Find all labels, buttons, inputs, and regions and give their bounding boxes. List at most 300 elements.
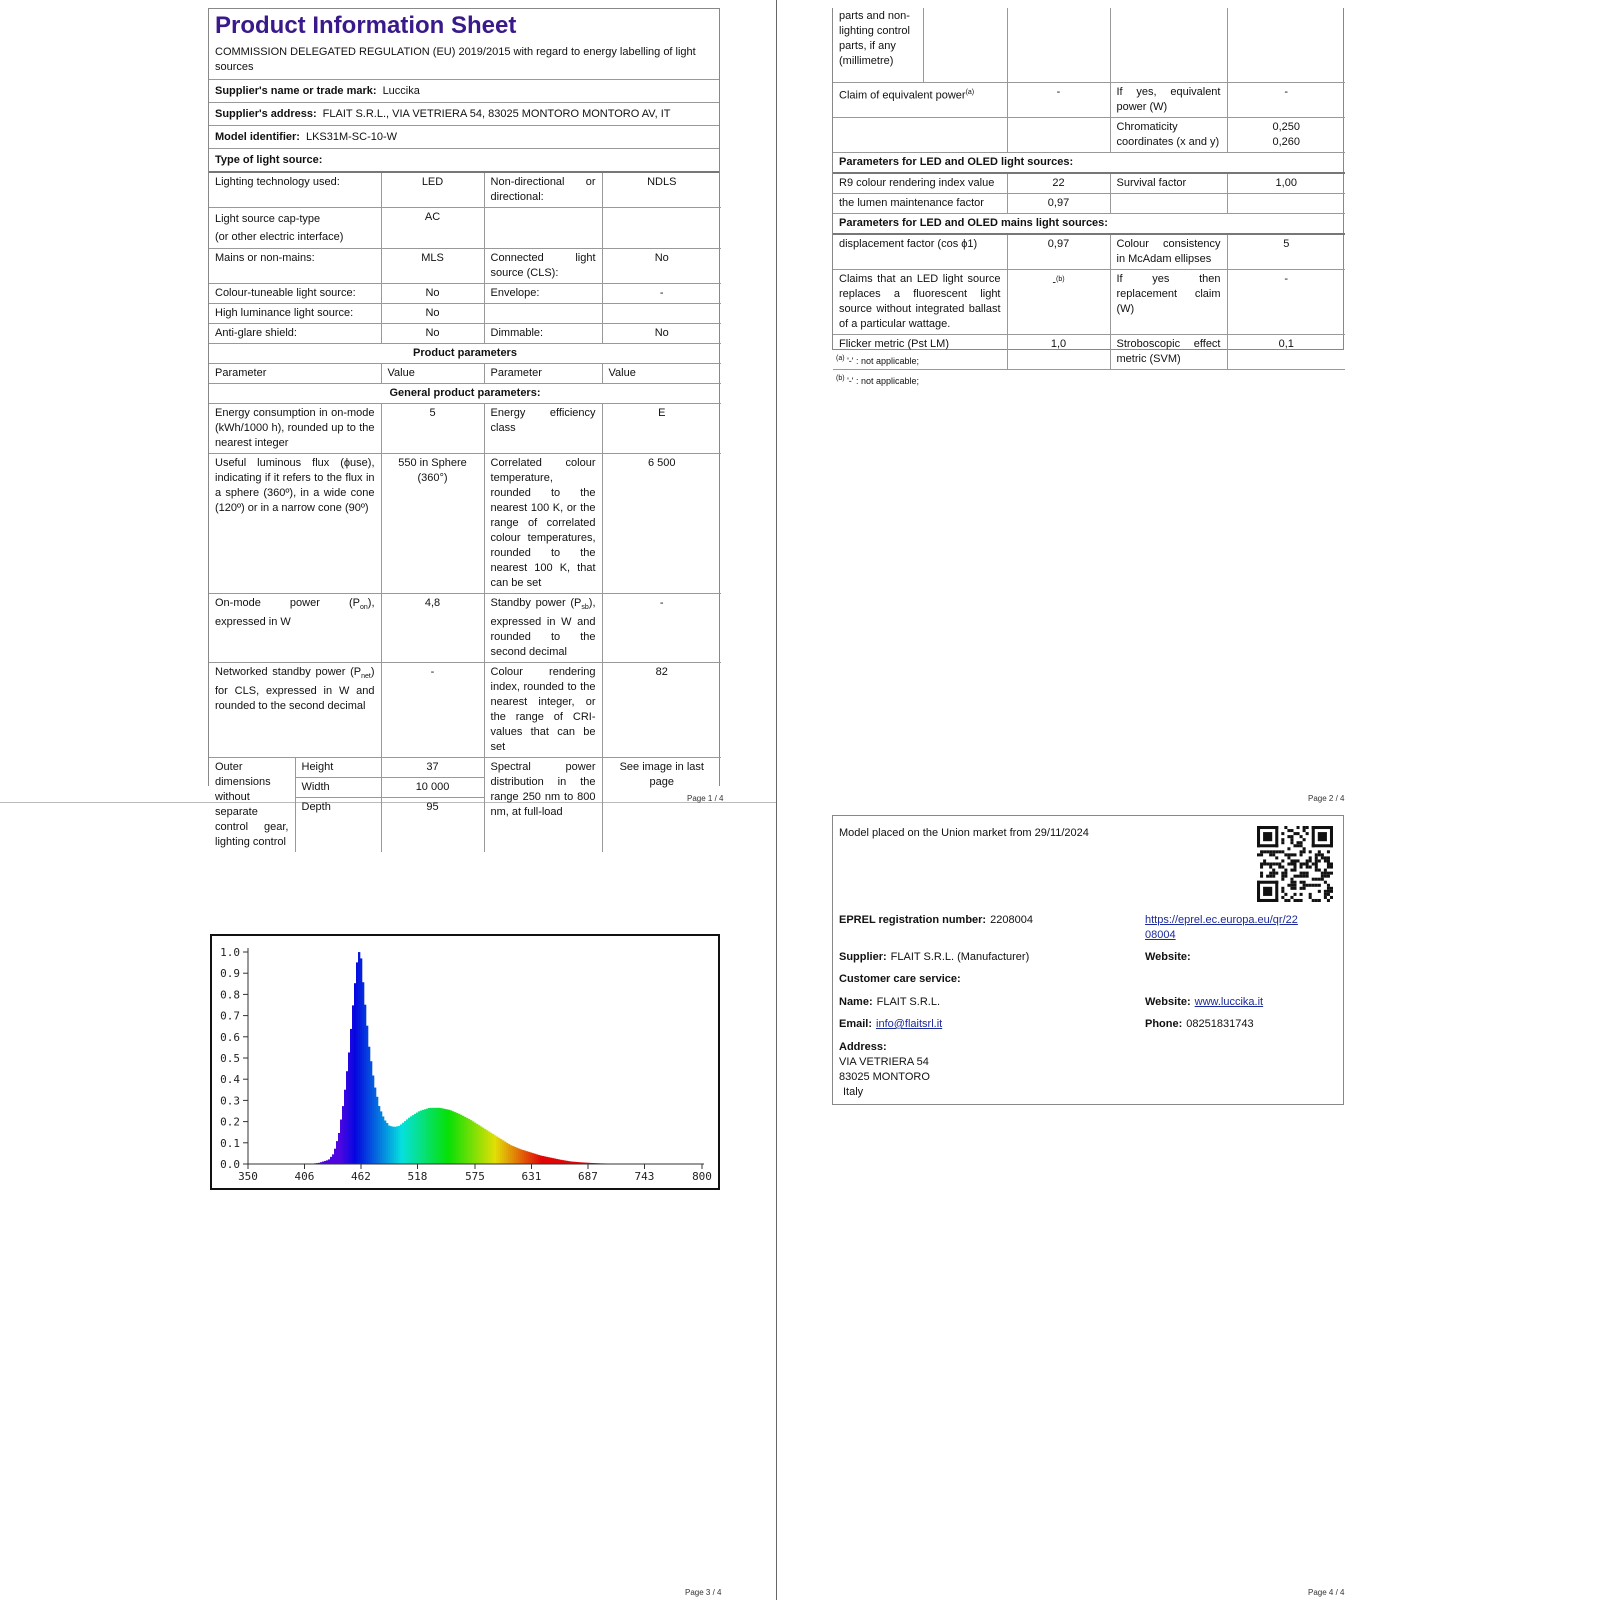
cell: Claims that an LED light source replaces a fluorescent light source without integrated ballast of a particular wattage. [833,270,1007,335]
spectrum-bar [562,1160,564,1164]
cell [602,208,721,249]
text: https://eprel.ec.europa.eu/qr/22 [1145,914,1298,926]
cell [1227,194,1345,214]
footnote-mark: (a) [965,89,975,96]
page-number: Page 1 / 4 [687,794,724,803]
spectrum-bar [330,1157,332,1164]
spectrum-bar [560,1160,562,1164]
spectrum-bar [398,1126,400,1164]
supplier-row [839,950,1029,965]
table-row [209,454,721,594]
website-row [1145,950,1195,965]
y-tick-label: 0.2 [220,1115,240,1129]
cell [209,594,381,663]
table-row [209,208,721,249]
section-header [209,344,721,364]
page-4 [832,815,1344,1105]
text: 0,260 [1272,136,1301,148]
spectrum-bar [400,1124,402,1164]
x-tick-label: 575 [465,1170,485,1183]
cell: Colour rendering index, rounded to the nearest integer, or the range of CRI-values that can be set [484,663,602,758]
spectrum-bar [426,1109,428,1164]
cell: Anti-glare shield: [209,324,381,344]
text: Claim of equivalent power [839,89,966,102]
cell: 6 500 [602,454,721,594]
cell [484,304,602,324]
spectrum-bar [428,1108,430,1164]
table-row [209,284,721,304]
cell: Value [602,364,721,384]
cell: No [602,249,721,284]
cell: Energy efficiency class [484,404,602,454]
value: LKS31M-SC-10-W [305,131,398,143]
cell: 0,1 [1227,335,1345,370]
spectrum-bar [346,1071,348,1164]
spectrum-bar [454,1112,456,1164]
spectrum-bar [366,1026,368,1164]
spectrum-bar [548,1157,550,1164]
spectrum-bar [496,1137,498,1164]
cell [209,663,381,758]
text: - [1052,276,1057,289]
label: Address: [839,1041,887,1053]
dim-label: Height [296,758,381,778]
cell: Envelope: [484,284,602,304]
cell: Parameter [484,364,602,384]
spectrum-bar [414,1114,416,1164]
cell: Value [381,364,484,384]
x-tick-label: 743 [634,1170,655,1183]
cell: 1,0 [1007,335,1110,370]
text: Networked standby power (P [215,666,362,679]
spectrum-bar [356,962,358,1164]
y-tick-label: 0.8 [220,988,240,1002]
x-tick-label: 631 [521,1170,542,1183]
supplier-address-row [209,103,719,126]
spectrum-bar [480,1126,482,1164]
cell: NDLS [602,173,721,208]
x-tick-label: 518 [407,1170,428,1183]
spectrum-bar [338,1133,340,1164]
table-row [209,324,721,344]
y-tick-label: 0.1 [220,1136,240,1150]
spectrum-bar [404,1121,406,1164]
page-divider-vertical [776,0,777,1600]
text: ), expressed in W [215,597,375,629]
text: (or other electric interface) [215,231,344,243]
website2-row [1145,995,1263,1010]
value: FLAIT S.R.L. [876,996,940,1008]
label: Type of light source: [215,154,323,166]
cell: Non-directional or directional: [484,173,602,208]
cell: Outer dimensions without separate control gear, lighting control [209,758,295,853]
spectrum-bar [492,1134,494,1164]
dim-label: Width [296,778,381,798]
cell [1110,8,1227,83]
spectrum-bar [540,1156,542,1164]
cell: No [602,324,721,344]
cell: 550 in Sphere (360°) [381,454,484,594]
cell: - [1227,83,1345,118]
spectrum-bar [442,1109,444,1164]
label: Website: [1145,996,1191,1008]
spectrum-bar [436,1108,438,1164]
spectrum-bar [440,1108,442,1164]
product-table [209,173,724,852]
spectrum-bar [380,1111,382,1164]
spectrum-bar [384,1120,386,1164]
spectrum-bar [450,1110,452,1164]
cell [484,594,602,663]
text: net [361,673,371,681]
cell: Mains or non-mains: [209,249,381,284]
cell [1227,118,1345,153]
customer-care-heading [839,972,965,987]
cell: - [1007,83,1110,118]
spectrum-bar [420,1111,422,1164]
x-tick-label: 462 [351,1170,371,1183]
email-link[interactable]: info@flaitsrl.it [876,1018,943,1030]
cell: 5 [1227,234,1345,270]
spectrum-bar [506,1143,508,1164]
spectrum-bar [332,1154,334,1164]
spectrum-bar [556,1159,558,1164]
y-tick-label: 0.7 [220,1009,240,1023]
spectrum-bar [328,1159,330,1164]
name-row [839,995,940,1010]
market-date: Model placed on the Union market from 29/11/2024 [839,827,1089,839]
spectrum-bar [336,1141,338,1164]
spectrum-bar [466,1118,468,1164]
spectrum-bar [348,1052,350,1164]
text: '-' : not applicable; [847,376,920,386]
spectrum-bar [364,1005,366,1164]
cell: 22 [1007,173,1110,194]
x-tick-label: 687 [578,1170,598,1183]
cell: See image in last page [602,758,721,853]
footnote-mark: (a) [836,355,845,362]
spectrum-bar [546,1157,548,1164]
cell: If yes, equivalent power (W) [1110,83,1227,118]
cell: Colour-tuneable light source: [209,284,381,304]
spectrum-bar [382,1116,384,1164]
spectrum-bar [528,1152,530,1164]
x-tick-label: 800 [692,1170,712,1183]
cell: - [1227,270,1345,335]
footnote-mark: (b) [836,375,845,382]
text: parts and non-lighting control parts, if any (millimetre) [833,8,924,82]
spectrum-bar [358,952,360,1164]
spectrum-bar [522,1150,524,1164]
page-number: Page 2 / 4 [1308,794,1345,803]
spectrum-bar [452,1111,454,1164]
cell [1007,118,1110,153]
spectrum-bar [410,1116,412,1164]
spectrum-bar [558,1159,560,1164]
cell: No [381,284,484,304]
spectrum-bar [512,1146,514,1164]
cell: 4,8 [381,594,484,663]
cell [295,758,381,853]
spectrum-bar [340,1120,342,1164]
cell: 1,00 [1227,173,1345,194]
spectrum-bar [456,1113,458,1164]
footnotes [836,350,919,390]
spectrum-bar [472,1121,474,1164]
cell: Stroboscopic effect metric (SVM) [1110,335,1227,370]
cell: Lighting technology used: [209,173,381,208]
spectrum-bar [510,1145,512,1164]
cell: 82 [602,663,721,758]
spectrum-bar [444,1109,446,1164]
spectrum-bar [368,1047,370,1164]
text: 0,250 [1272,121,1301,133]
spectrum-bar [516,1148,518,1164]
spectrum-bar [372,1076,374,1164]
page-number: Page 3 / 4 [685,1588,722,1597]
spectrum-bar [518,1149,520,1164]
dim-value: 95 [426,801,439,814]
spectrum-bar [448,1110,450,1164]
spectrum-bar [462,1116,464,1164]
spectrum-bar [430,1108,432,1164]
y-tick-label: 1.0 [220,946,240,959]
spectrum-bar [374,1088,376,1164]
cell [602,304,721,324]
address-line: Italy [843,1086,864,1098]
spectrum-bar [484,1129,486,1164]
cell: - [381,663,484,758]
address-label [839,1040,930,1055]
cell: - [602,594,721,663]
spectrum-bar [418,1111,420,1164]
cell: Survival factor [1110,173,1227,194]
label: Supplier's name or trade mark: [215,85,377,97]
spectrum-bar [494,1135,496,1164]
cell: Parameters for LED and OLED mains light sources: [833,214,1345,235]
table-row [209,594,721,663]
text: ), expressed in W and rounded to the second decimal [490,597,596,659]
label: Website: [1145,951,1191,963]
spectrum-bar [538,1155,540,1164]
cell: 0,97 [1007,194,1110,214]
y-tick-label: 0.3 [220,1094,240,1108]
spectrum-bar [352,1005,354,1164]
website-link[interactable]: www.luccika.it [1194,996,1264,1008]
label: Model identifier: [215,131,300,143]
eprel-link[interactable] [1145,913,1298,943]
table-row [209,173,721,208]
spectrum-bar [344,1090,346,1164]
table-row [209,758,721,853]
spectrum-bar [554,1159,556,1164]
text: Standby power (P [490,597,582,609]
footnote-a [836,350,919,370]
x-tick-label: 406 [294,1170,315,1183]
qr-code-icon [1257,826,1333,902]
spectrum-bar [378,1106,380,1164]
table-row [833,8,1345,83]
spectrum-bar [326,1160,328,1164]
cell [1007,270,1110,335]
value: 08251831743 [1186,1018,1254,1030]
label: Supplier: [839,951,887,963]
spectrum-bar [388,1126,390,1164]
spectrum-bar [460,1115,462,1164]
spectrum-bar [434,1108,436,1164]
cell: Correlated colour temperature, rounded to the nearest 100 K, or the range of correlated colour temperatures, rounded to the nearest 100 K, that can be set [484,454,602,594]
address-block [839,1040,930,1100]
spectrum-bar [486,1130,488,1164]
label: Email: [839,1018,873,1030]
spectrum-bar [532,1153,534,1164]
spectrum-bar [360,958,362,1164]
cell: AC [381,208,484,249]
page-number: Page 4 / 4 [1308,1588,1345,1597]
table-row [209,663,721,758]
cell [209,208,381,249]
spectrum-bar [446,1109,448,1164]
text: On-mode power (P [215,597,360,609]
spectrum-bar [514,1147,516,1164]
spectrum-bar [536,1154,538,1164]
spectrum-bar [470,1120,472,1164]
cell: the lumen maintenance factor [833,194,1007,214]
table-row [833,234,1345,270]
cell [484,208,602,249]
spectrum-bar [508,1144,510,1164]
cell: Chromaticity coordinates (x and y) [1110,118,1227,153]
cell: No [381,324,484,344]
cell: Dimmable: [484,324,602,344]
label: EPREL registration number: [839,914,987,926]
spectrum-bar [468,1119,470,1164]
eprel-url[interactable] [1145,914,1298,941]
spectrum-bar [490,1133,492,1164]
spectrum-bar [392,1127,394,1164]
cell [833,118,1007,153]
spectrum-bar [334,1149,336,1164]
y-tick-label: 0.9 [220,967,240,981]
cell: 5 [381,404,484,454]
table-row [833,118,1345,153]
cell: Flicker metric (Pst LM) [833,335,1007,370]
spectrum-bar [526,1151,528,1164]
text: ) for CLS, expressed in W and rounded to the second decimal [215,666,375,713]
spectrum-bar [370,1061,372,1164]
cell: MLS [381,249,484,284]
spectrum-bar [458,1114,460,1164]
product-table-continued [833,8,1345,370]
y-tick-label: 0.4 [220,1073,240,1087]
cell: Parameters for LED and OLED light sources: [833,153,1345,174]
phone-row [1145,1017,1254,1032]
spectrum-bar [564,1160,566,1164]
text: '-' : not applicable; [847,356,920,366]
cell: Energy consumption in on-mode (kWh/1000 h), rounded up to the nearest integer [209,404,381,454]
email-row [839,1017,942,1032]
table-row [209,404,721,454]
spectrum-bar [422,1110,424,1164]
spectrum-bar [412,1115,414,1164]
y-tick-label: 0.6 [220,1030,240,1044]
y-tick-label: 0.0 [220,1158,240,1171]
spectrum-bar [500,1139,502,1164]
cell: displacement factor (cos ϕ1) [833,234,1007,270]
cell: Useful luminous flux (ϕuse), indicating if it refers to the flux in a sphere (360º), in a wide cone (120º) or in a narrow cone (90º) [209,454,381,594]
spectrum-bar [476,1124,478,1164]
cell [833,83,1007,118]
value: Luccika [382,85,420,97]
cell: - [602,284,721,304]
spectrum-bar [394,1127,396,1164]
spectrum-bar [342,1106,344,1164]
table-row [833,270,1345,335]
text: Light source cap-type [215,213,321,225]
spectrum-bar [408,1118,410,1164]
spectrum-bar [544,1156,546,1164]
eprel-row [839,913,1033,928]
address-line: 83025 MONTORO [839,1071,930,1083]
regulation-text: COMMISSION DELEGATED REGULATION (EU) 2019/2015 with regard to energy labelling of light sources [209,41,719,80]
footnote-b [836,370,919,390]
spectrum-bar [482,1128,484,1164]
cell: R9 colour rendering index value [833,173,1007,194]
spectrum-bar [542,1156,544,1164]
table-row [209,304,721,324]
spectrum-bar [438,1108,440,1164]
table-row [833,173,1345,194]
model-row [209,126,719,149]
table-row [833,83,1345,118]
spectrum-bar [550,1158,552,1164]
spectrum-bar [402,1123,404,1164]
spectrum-bar [464,1117,466,1164]
section-header [833,153,1345,174]
cell: If yes then replacement claim (W) [1110,270,1227,335]
spectrum-bar [432,1108,434,1164]
table-header-row [209,364,721,384]
cell: E [602,404,721,454]
table-row [833,194,1345,214]
sheet-title: Product Information Sheet [215,12,517,39]
spectrum-bar [552,1158,554,1164]
cell: Product parameters [209,344,721,364]
address-line: VIA VETRIERA 54 [839,1056,929,1068]
cell: 0,97 [1007,234,1110,270]
cell [381,758,484,853]
spectrum-bar [530,1153,532,1164]
spectrum-bar [534,1154,536,1164]
spectrum-bar [504,1142,506,1164]
label: Supplier's address: [215,108,317,120]
dim-value: 10 000 [382,778,484,798]
cell: High luminance light source: [209,304,381,324]
footnote-mark: (b) [1056,276,1065,283]
supplier-name-row [209,80,719,103]
cell: Parameter [209,364,381,384]
spectrum-chart-svg [212,936,718,1188]
spectrum-bar [520,1149,522,1164]
spectrum-bar [350,1029,352,1164]
spectrum-bar [478,1125,480,1164]
y-tick-label: 0.5 [220,1052,240,1065]
spectrum-bar [362,982,364,1164]
x-tick-label: 350 [238,1170,258,1183]
spectrum-bar [416,1113,418,1164]
text: sb [581,604,589,612]
cell: LED [381,173,484,208]
